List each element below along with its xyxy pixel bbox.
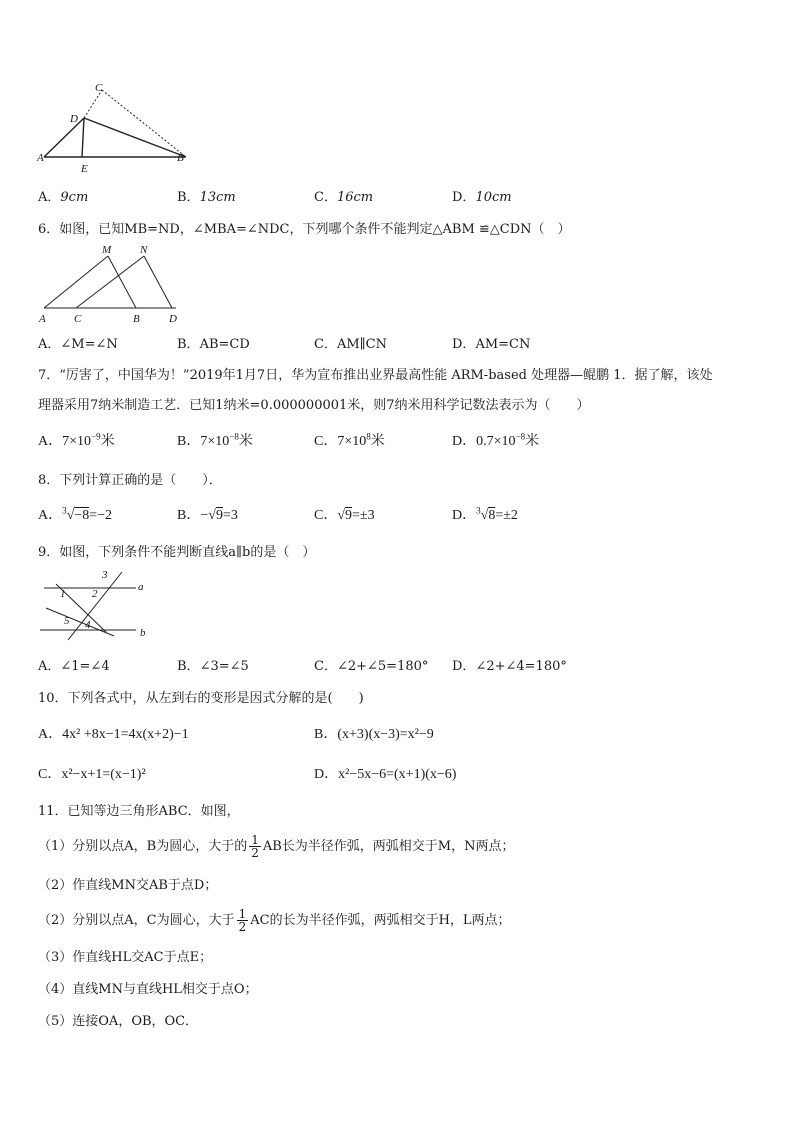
q9-label-a: a (138, 581, 144, 593)
q5-option-a: A．9cm (38, 190, 89, 205)
q9-option-d: D．∠2+∠4=180° (452, 659, 567, 674)
q9-stem: 9．如图，下列条件不能判断直线a∥b的是（ ） (38, 545, 316, 560)
q8-option-a: A．$^3$√−8=−2 (38, 505, 113, 523)
q6-label-c: C (74, 313, 82, 325)
q11-step-4: （3）作直线HL交AC于点E； (38, 950, 213, 965)
q6-stem: 6．如图，已知MB=ND，∠MBA=∠NDC，下列哪个条件不能判定△ABM ≌△CDN（ ） (38, 222, 571, 237)
q10-option-b: B．(x+3)(x−3)=x²−9 (314, 727, 434, 742)
q5-label-b: B (177, 152, 184, 164)
q6-label-a: A (39, 313, 46, 325)
q9-angle-2: 2 (92, 588, 98, 600)
q5-option-d: D．10cm (452, 190, 512, 205)
q10-option-d: D．x²−5x−6=(x+1)(x−6) (314, 767, 457, 782)
q5-label-d: D (70, 113, 78, 125)
q6-label-n: N (140, 244, 148, 256)
q8-stem: 8．下列计算正确的是（ ）． (38, 473, 222, 488)
q6-label-m: M (102, 244, 112, 256)
q11-step-6: （5）连接OA，OB，OC． (38, 1014, 199, 1029)
q9-option-b: B．∠3=∠5 (177, 659, 249, 674)
q11-stem: 11．已知等边三角形ABC．如图， (38, 804, 240, 819)
q9-figure (36, 564, 156, 644)
q6-option-b: B．AB=CD (177, 337, 250, 352)
q5-option-c: C．16cm (314, 190, 374, 205)
q6-label-d: D (169, 313, 177, 325)
q7-option-a: A．$7\times 10^{-9}$米 (38, 431, 115, 449)
q9-angle-4: 4 (85, 619, 91, 631)
q5-option-b: B．13cm (177, 190, 236, 205)
q7-option-c: C．$7\times 10^8$米 (314, 431, 385, 449)
q7-stem-line1: 7．“厉害了，中国华为！”2019年1月7日，华为宣布推出业界最高性能 ARM-based 处理器—鲲鹏 1．据了解，该处 (38, 368, 713, 383)
q6-option-d: D．AM=CN (452, 337, 531, 352)
q5-label-a: A (37, 152, 44, 164)
q9-angle-5: 5 (64, 615, 70, 627)
q8-option-d: D．$^3$√8=±2 (452, 505, 518, 523)
q6-option-c: C．AM∥CN (314, 337, 387, 352)
q7-option-d: D．$0.7\times 10^{-8}$米 (452, 431, 540, 449)
q9-angle-3: 3 (102, 569, 108, 581)
q5-label-e: E (81, 163, 88, 175)
q10-stem: 10．下列各式中，从左到右的变形是因式分解的是( ) (38, 691, 364, 706)
q9-option-a: A．∠1=∠4 (38, 659, 110, 674)
q6-label-b: B (133, 313, 140, 325)
q9-label-b: b (140, 627, 146, 639)
q8-option-b: B．−√9=3 (177, 508, 238, 523)
q7-stem-line2: 理器采用7纳米制造工艺．已知1纳米=0.000000001米，则7纳米用科学记数法表示为（ ） (38, 398, 590, 413)
q10-option-a: A．4x² +8x−1=4x(x+2)−1 (38, 727, 189, 742)
q6-option-a: A．∠M=∠N (38, 337, 118, 352)
q11-step-3: （2）分别以点A，C为圆心，大于 $\frac{1}{2}$ AC的长为半径作弧，两弧相交于H，L两点； (38, 907, 511, 934)
q10-option-c: C．x²−x+1=(x−1)² (38, 767, 146, 782)
q11-step-2: （2）作直线MN交AB于点D； (38, 878, 218, 893)
q11-step-1: （1）分别以点A，B为圆心，大于的 $\frac{1}{2}$ AB长为半径作弧，两弧相交于M，N两点； (38, 833, 515, 860)
q5-label-c: C (95, 82, 103, 94)
q6-figure (36, 242, 186, 326)
q5-figure (36, 80, 196, 175)
q8-option-c: C．√9=±3 (314, 508, 375, 523)
q9-option-c: C．∠2+∠5=180° (314, 659, 429, 674)
q11-step-5: （4）直线MN与直线HL相交于点O； (38, 982, 258, 997)
q7-option-b: B．$7\times 10^{-8}$米 (177, 431, 253, 449)
q9-angle-1: 1 (60, 588, 66, 600)
